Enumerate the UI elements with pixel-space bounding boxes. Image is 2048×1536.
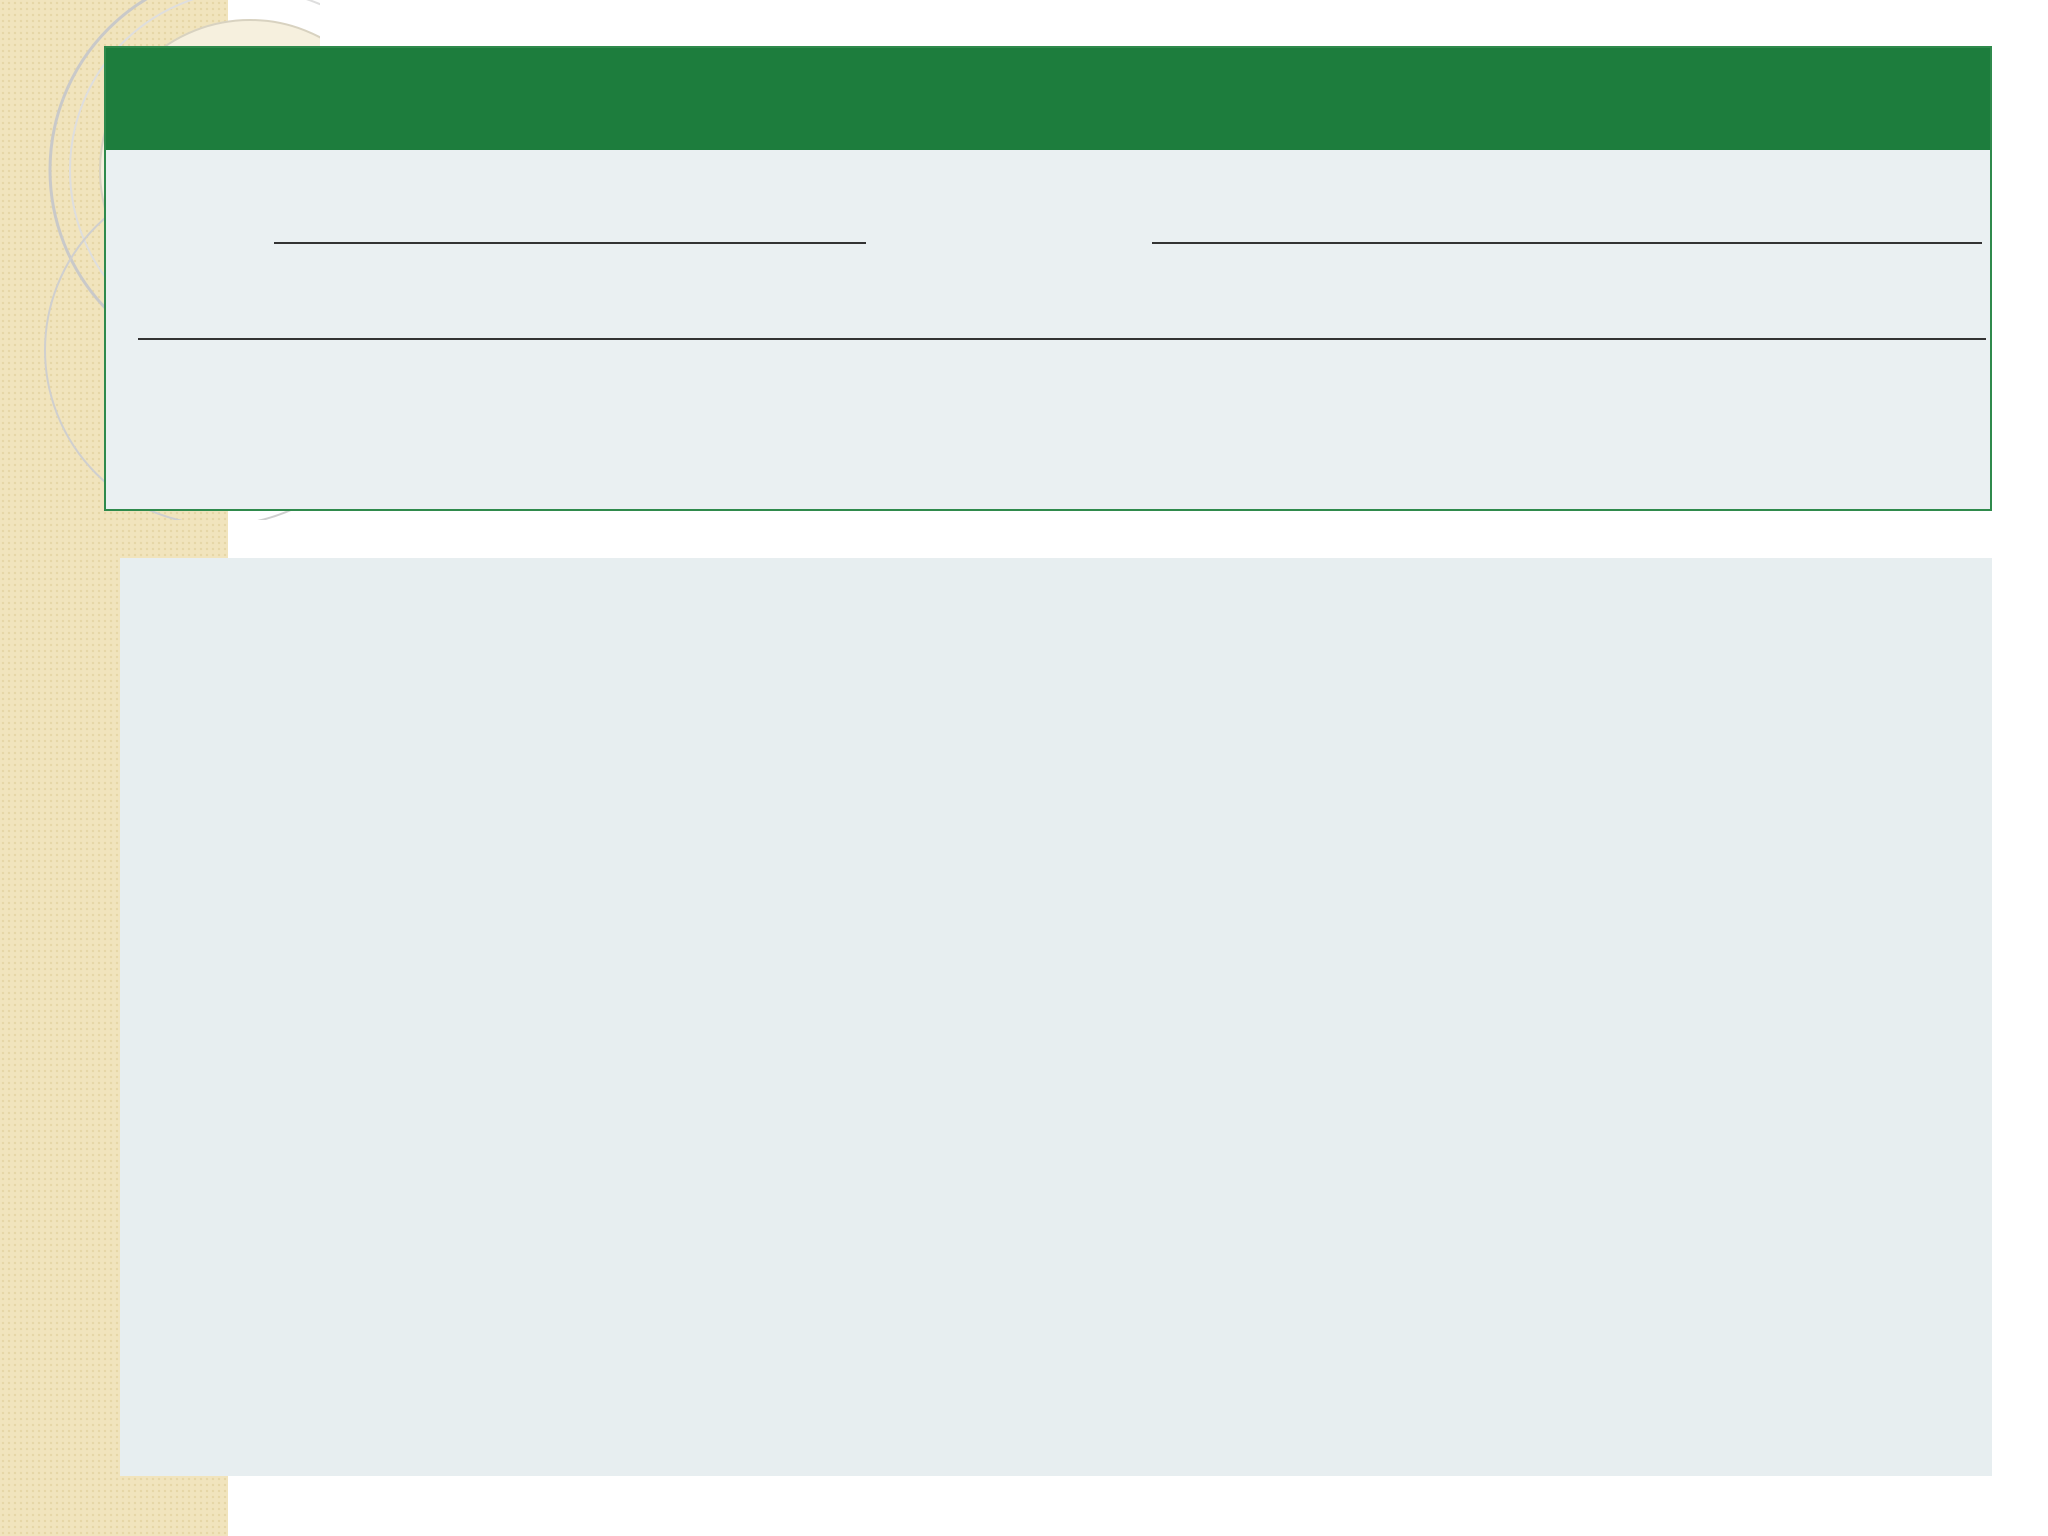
header-rule [138, 338, 1986, 340]
group-semiannual-rule [274, 242, 866, 244]
group-annual-rule [1152, 242, 1982, 244]
figure-block [120, 558, 1992, 1476]
table-label [138, 58, 148, 95]
cash-flow-diagram [120, 558, 1992, 998]
table-header [106, 48, 1990, 150]
rates-table [104, 46, 1992, 511]
